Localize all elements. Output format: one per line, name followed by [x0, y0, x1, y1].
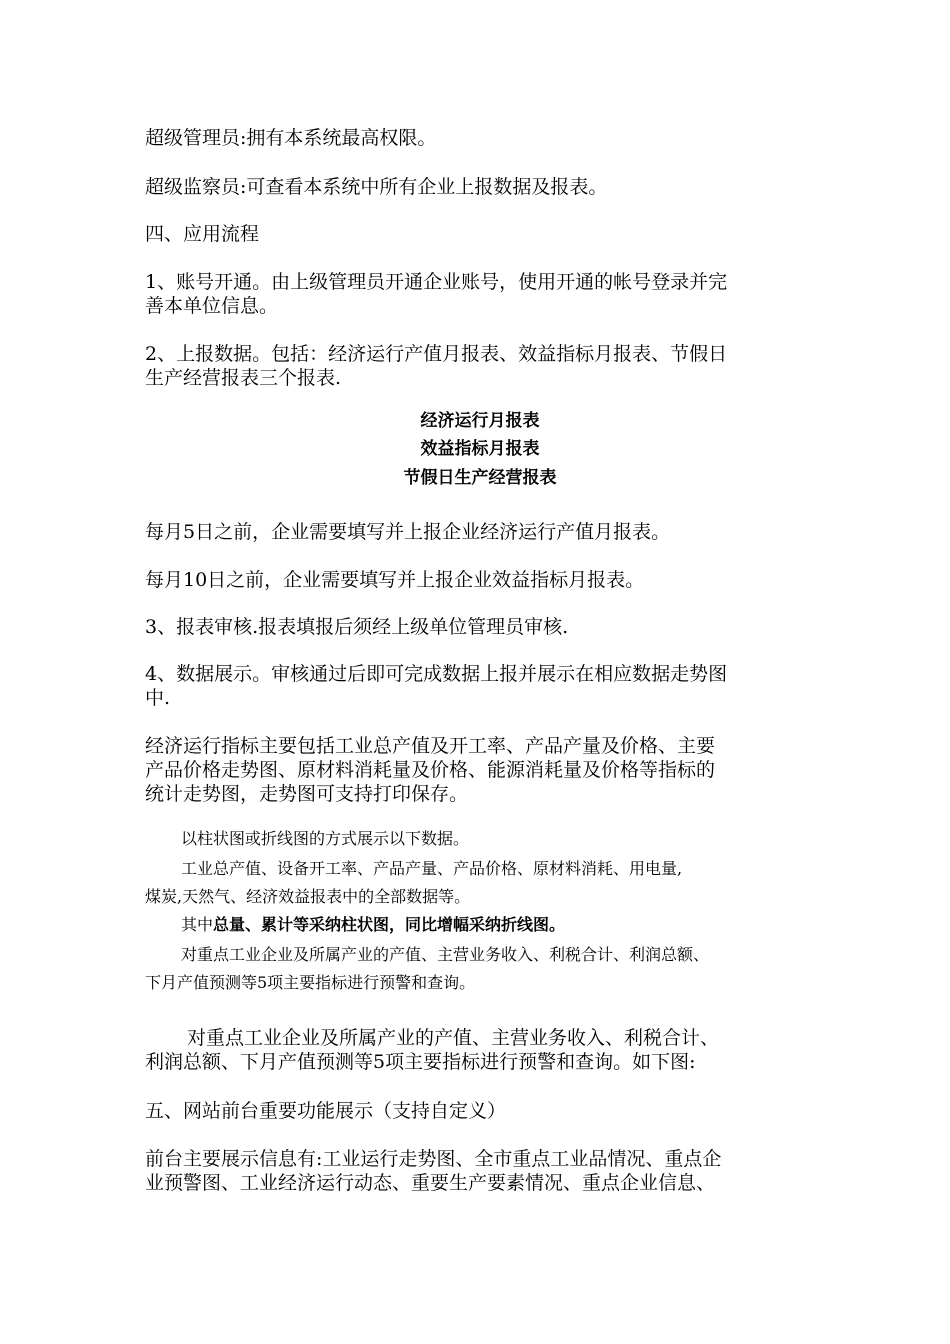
paragraph-frontend-line1: 前台主要展示信息有:工业运行走势图、全市重点工业品情况、重点企: [145, 1148, 722, 1170]
paragraph-super-inspector: 超级监察员:可查看本系统中所有企业上报数据及报表。: [145, 176, 608, 198]
note-chart-display: 以柱状图或折线图的方式展示以下数据。: [181, 829, 470, 848]
note-warning-line1: 对重点工业企业及所属产业的产值、主营业务收入、利税合计、利润总额、: [181, 945, 710, 964]
note-chart-types-bold: 总量、累计等采纳柱状图，同比增幅采纳折线图。: [213, 915, 566, 934]
report-title-holiday: 节假日生产经营报表: [403, 468, 557, 488]
note-data-list-line1: 工业总产值、设备开工率、产品产量、产品价格、原材料消耗、用电量,: [181, 859, 683, 878]
paragraph-indicators-line1: 经济运行指标主要包括工业总产值及开工率、产品产量及价格、主要: [145, 735, 716, 757]
report-title-economic: 经济运行月报表: [420, 411, 540, 431]
note-data-list-line2: 煤炭,天然气、经济效益报表中的全部数据等。: [145, 887, 471, 906]
paragraph-deadline-10th: 每月10日之前，企业需要填写并上报企业效益指标月报表。: [145, 569, 645, 591]
paragraph-warning-line1: 对重点工业企业及所属产业的产值、主营业务收入、利税合计、: [187, 1027, 720, 1049]
paragraph-report-data-line1: 2、上报数据。包括：经济运行产值月报表、效益指标月报表、节假日: [145, 343, 728, 365]
paragraph-warning-line2: 利润总额、下月产值预测等5项主要指标进行预警和查询。如下图:: [145, 1051, 696, 1073]
note-chart-types-prefix: 其中: [181, 915, 214, 934]
report-title-benefit: 效益指标月报表: [420, 439, 540, 459]
paragraph-indicators-line2: 产品价格走势图、原材料消耗量及价格、能源消耗量及价格等指标的: [145, 759, 716, 781]
paragraph-report-review: 3、报表审核.报表填报后须经上级单位管理员审核.: [145, 616, 569, 638]
section-heading-4: 四、应用流程: [145, 223, 260, 245]
note-chart-types: [181, 914, 565, 936]
paragraph-data-display-line2: 中.: [145, 687, 171, 709]
paragraph-indicators-line3: 统计走势图，走势图可支持打印保存。: [145, 783, 469, 805]
paragraph-account-open-line2: 善本单位信息。: [145, 295, 279, 317]
section-heading-5: 五、网站前台重要功能展示（支持自定义）: [145, 1100, 507, 1122]
paragraph-super-admin: 超级管理员:拥有本系统最高权限。: [145, 127, 437, 149]
paragraph-data-display-line1: 4、数据展示。审核通过后即可完成数据上报并展示在相应数据走势图: [145, 663, 728, 685]
paragraph-deadline-5th: 每月5日之前，企业需要填写并上报企业经济运行产值月报表。: [145, 521, 671, 543]
paragraph-frontend-line2: 业预警图、工业经济运行动态、重要生产要素情况、重点企业信息、: [145, 1172, 716, 1194]
note-warning-line2: 下月产值预测等5项主要指标进行预警和查询。: [145, 973, 476, 992]
paragraph-account-open-line1: 1、账号开通。由上级管理员开通企业账号，使用开通的帐号登录并完: [145, 271, 728, 293]
paragraph-report-data-line2: 生产经营报表三个报表.: [145, 367, 342, 389]
